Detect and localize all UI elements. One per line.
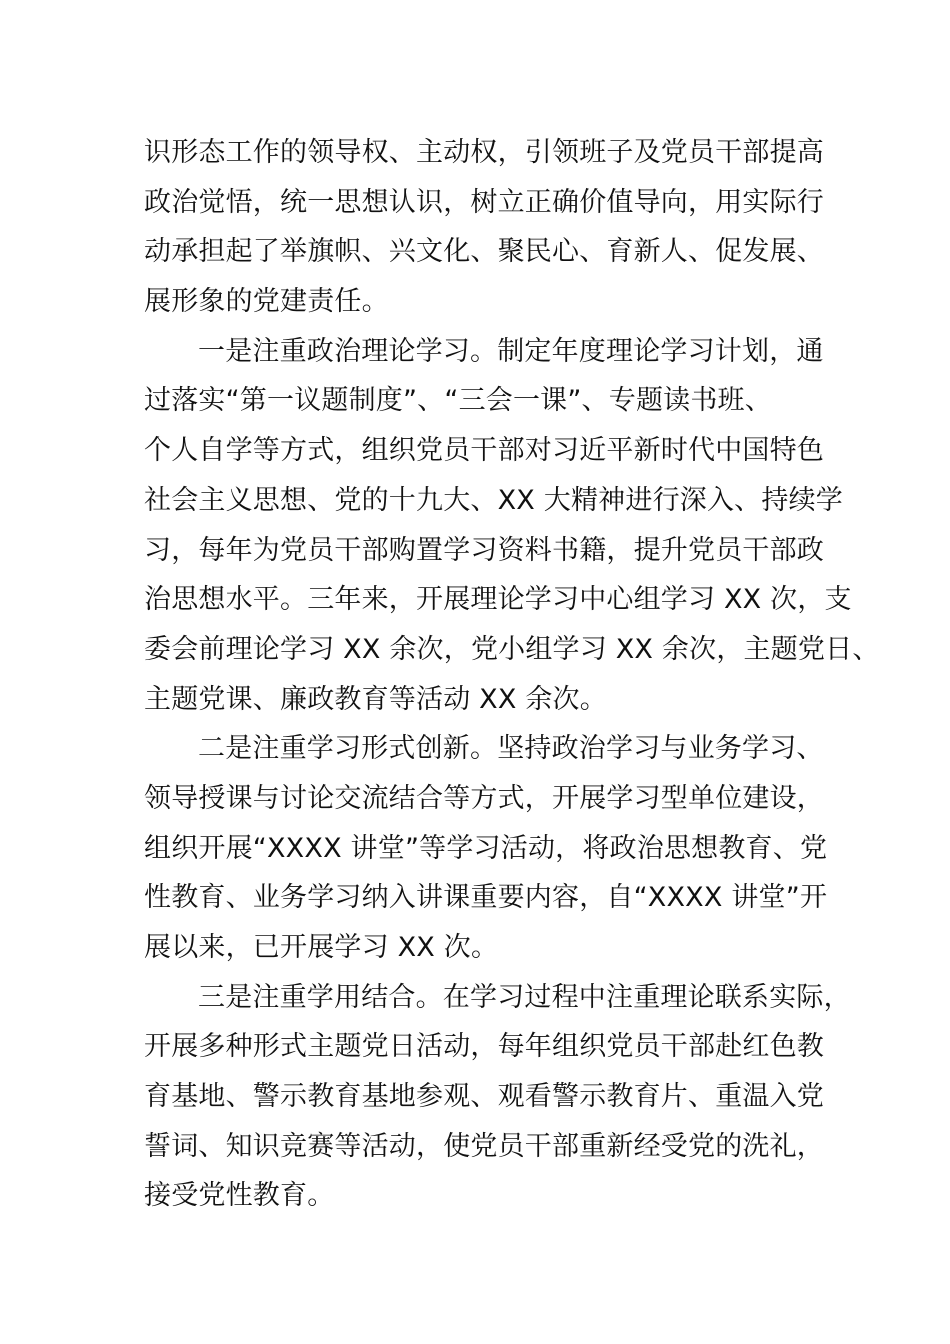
text-line: 主题党课、廉政教育等活动 XX 余次。 bbox=[144, 683, 607, 715]
text-line: 政治觉悟，统一思想认识，树立正确价值导向，用实际行 bbox=[144, 186, 824, 218]
text-line: 过落实“第一议题制度”、“三会一课”、专题读书班、 bbox=[144, 385, 772, 417]
text-line: 誓词、知识竞赛等活动，使党员干部重新经受党的洗礼， bbox=[144, 1130, 824, 1162]
paragraph-start-line: 三是注重学用结合。在学习过程中注重理论联系实际， bbox=[198, 981, 851, 1013]
text-line: 领导授课与讨论交流结合等方式，开展学习型单位建设， bbox=[144, 782, 824, 814]
text-line: 委会前理论学习 XX 余次，党小组学习 XX 余次，主题党日、 bbox=[144, 633, 880, 665]
text-line: 接受党性教育。 bbox=[144, 1180, 335, 1212]
text-line: 性教育、业务学习纳入讲课重要内容，自“XXXX 讲堂”开 bbox=[144, 882, 828, 914]
text-line: 展形象的党建责任。 bbox=[144, 286, 389, 318]
text-line: 组织开展“XXXX 讲堂”等学习活动，将政治思想教育、党 bbox=[144, 832, 828, 864]
text-line: 动承担起了举旗帜、兴文化、聚民心、育新人、促发展、 bbox=[144, 236, 824, 268]
text-line: 治思想水平。三年来，开展理论学习中心组学习 XX 次，支 bbox=[144, 584, 852, 616]
text-line: 育基地、警示教育基地参观、观看警示教育片、重温入党 bbox=[144, 1081, 824, 1113]
text-line: 识形态工作的领导权、主动权，引领班子及党员干部提高 bbox=[144, 137, 824, 168]
text-line: 开展多种形式主题党日活动，每年组织党员干部赴红色教 bbox=[144, 1031, 824, 1063]
text-line: 展以来，已开展学习 XX 次。 bbox=[144, 932, 499, 963]
paragraph-start-line: 一是注重政治理论学习。制定年度理论学习计划，通 bbox=[198, 335, 824, 367]
document-body bbox=[144, 128, 880, 1221]
paragraph-start-line: 二是注重学习形式创新。坚持政治学习与业务学习、 bbox=[198, 733, 824, 765]
text-line: 个人自学等方式，组织党员干部对习近平新时代中国特色 bbox=[144, 435, 824, 467]
text-line: 习，每年为党员干部购置学习资料书籍，提升党员干部政 bbox=[144, 534, 824, 566]
text-line: 社会主义思想、党的十九大、XX 大精神进行深入、持续学 bbox=[144, 484, 843, 516]
